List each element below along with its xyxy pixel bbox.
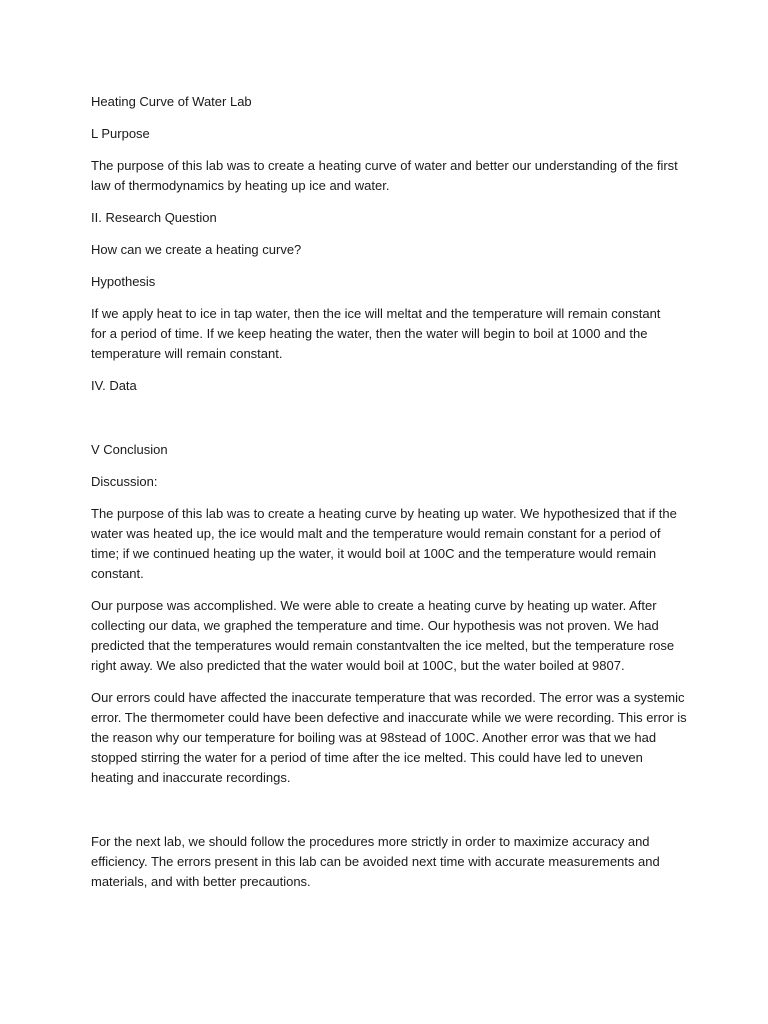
discussion-line: predicted that the temperatures would remain constantvalten the ice melted, but the temperature rose <box>91 638 675 653</box>
discussion-line: Our errors could have affected the inaccurate temperature that was recorded. The error was a systemic <box>91 690 685 705</box>
discussion-paragraph-1 <box>91 504 681 584</box>
purpose-line: The purpose of this lab was to create a heating curve of water and better our understanding of the first <box>91 158 678 173</box>
purpose-paragraph <box>91 156 681 196</box>
hypothesis-line: for a period of time. If we keep heating the water, then the water will begin to boil at 1000 and the <box>91 326 648 341</box>
discussion-paragraph-4 <box>91 832 681 892</box>
purpose-line: law of thermodynamics by heating up ice and water. <box>91 178 390 193</box>
discussion-line: heating and inaccurate recordings. <box>91 770 291 785</box>
discussion-line: For the next lab, we should follow the procedures more strictly in order to maximize accuracy and <box>91 834 650 849</box>
discussion-line: right away. We also predicted that the water would boil at 100C, but the water boiled at 9807. <box>91 658 625 673</box>
hypothesis-line: temperature will remain constant. <box>91 346 283 361</box>
discussion-heading: Discussion: <box>91 474 158 489</box>
data-heading: IV. Data <box>91 378 137 393</box>
discussion-paragraph-3 <box>91 688 687 788</box>
purpose-heading: L Purpose <box>91 126 150 141</box>
hypothesis-line: If we apply heat to ice in tap water, then the ice will meltat and the temperature will remain constant <box>91 306 661 321</box>
discussion-line: collecting our data, we graphed the temperature and time. Our hypothesis was not proven. We had <box>91 618 659 633</box>
hypothesis-heading: Hypothesis <box>91 274 156 289</box>
discussion-line: error. The thermometer could have been defective and inaccurate while we were recording. This error is <box>91 710 687 725</box>
discussion-line: the reason why our temperature for boiling was at 98stead of 100C. Another error was that we had <box>91 730 657 745</box>
discussion-line: materials, and with better precautions. <box>91 874 311 889</box>
research-question-text: How can we create a heating curve? <box>91 242 302 257</box>
discussion-line: constant. <box>91 566 144 581</box>
document-body <box>91 92 687 892</box>
discussion-line: time; if we continued heating up the water, it would boil at 100C and the temperature would remain <box>91 546 657 561</box>
document-title: Heating Curve of Water Lab <box>91 94 252 109</box>
discussion-line: water was heated up, the ice would malt and the temperature would remain constant for a period of <box>91 526 661 541</box>
discussion-line: efficiency. The errors present in this lab can be avoided next time with accurate measurements and <box>91 854 660 869</box>
hypothesis-paragraph <box>91 304 681 364</box>
discussion-paragraph-2 <box>91 596 681 676</box>
conclusion-heading: V Conclusion <box>91 442 168 457</box>
discussion-line: The purpose of this lab was to create a heating curve by heating up water. We hypothesized that if the <box>91 506 677 521</box>
research-question-heading: II. Research Question <box>91 210 217 225</box>
discussion-line: stopped stirring the water for a period of time after the ice melted. This could have led to uneven <box>91 750 643 765</box>
discussion-line: Our purpose was accomplished. We were able to create a heating curve by heating up water. After <box>91 598 657 613</box>
